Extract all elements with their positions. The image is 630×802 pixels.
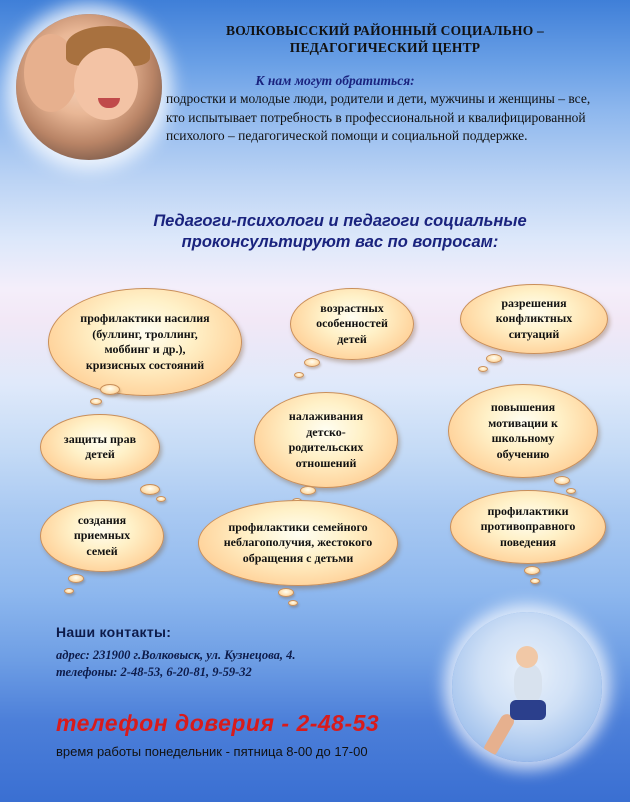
cloud-tail-bubble [524, 566, 540, 575]
contacts-address: адрес: 231900 г.Волковыск, ул. Кузнецова, 4. [56, 648, 296, 662]
mother-baby-photo [16, 14, 162, 160]
cloud-tail-bubble [140, 484, 160, 495]
cloud-tail-bubble [156, 496, 166, 502]
hotline-phone: телефон доверия - 2-48-53 [56, 710, 380, 736]
topic-cloud-conflicts: разрешения конфликтных ситуаций [460, 284, 608, 354]
contacts-heading: Наши контакты: [56, 624, 172, 640]
topic-cloud-family-trouble: профилактики семейного неблагополучия, жестокого обращения с детьми [198, 500, 398, 586]
who-can-apply-text: подростки и молодые люди, родители и дети, мужчины и женщины – все, кто испытывает потребность в профессиональной и квалифицированной психолого – педагогической помощи и социальной поддержке. [166, 91, 591, 143]
topic-cloud-rights: защиты прав детей [40, 414, 160, 480]
who-can-apply-heading: К нам могут обратиться: [255, 73, 415, 88]
cloud-tail-bubble [294, 372, 304, 378]
cloud-tail-bubble [566, 488, 576, 494]
cloud-tail-bubble [304, 358, 320, 367]
cloud-tail-bubble [300, 486, 316, 495]
cloud-tail-bubble [64, 588, 74, 594]
working-hours: время работы понедельник - пятница 8-00 до 17-00 [56, 744, 368, 759]
topic-cloud-violence: профилактики насилия (буллинг, троллинг, моббинг и др.), кризисных состояний [48, 288, 242, 396]
cloud-tail-bubble [486, 354, 502, 363]
contacts-phones: телефоны: 2-48-53, 6-20-81, 9-59-32 [56, 665, 252, 679]
child-sky-photo [452, 612, 602, 762]
cloud-tail-bubble [530, 578, 540, 584]
cloud-tail-bubble [554, 476, 570, 485]
cloud-tail-bubble [68, 574, 84, 583]
cloud-tail-bubble [90, 398, 102, 405]
cloud-tail-bubble [288, 600, 298, 606]
cloud-tail-bubble [278, 588, 294, 597]
cloud-tail-bubble [100, 384, 120, 395]
cloud-tail-bubble [478, 366, 488, 372]
topic-cloud-foster: создания приемных семей [40, 500, 164, 572]
topic-cloud-age: возрастных особенностей детей [290, 288, 414, 360]
center-title: ВОЛКОВЫССКИЙ РАЙОННЫЙ СОЦИАЛЬНО – ПЕДАГОГИЧЕСКИЙ ЦЕНТР [226, 23, 544, 55]
consultation-heading: Педагоги-психологи и педагоги социальные проконсультируют вас по вопросам: [153, 212, 527, 251]
topic-cloud-parent-child: налаживания детско-родительских отношений [254, 392, 398, 488]
topic-cloud-motivation: повышения мотивации к школьному обучению [448, 384, 598, 478]
topic-cloud-unlawful-behavior: профилактики противоправного поведения [450, 490, 606, 564]
